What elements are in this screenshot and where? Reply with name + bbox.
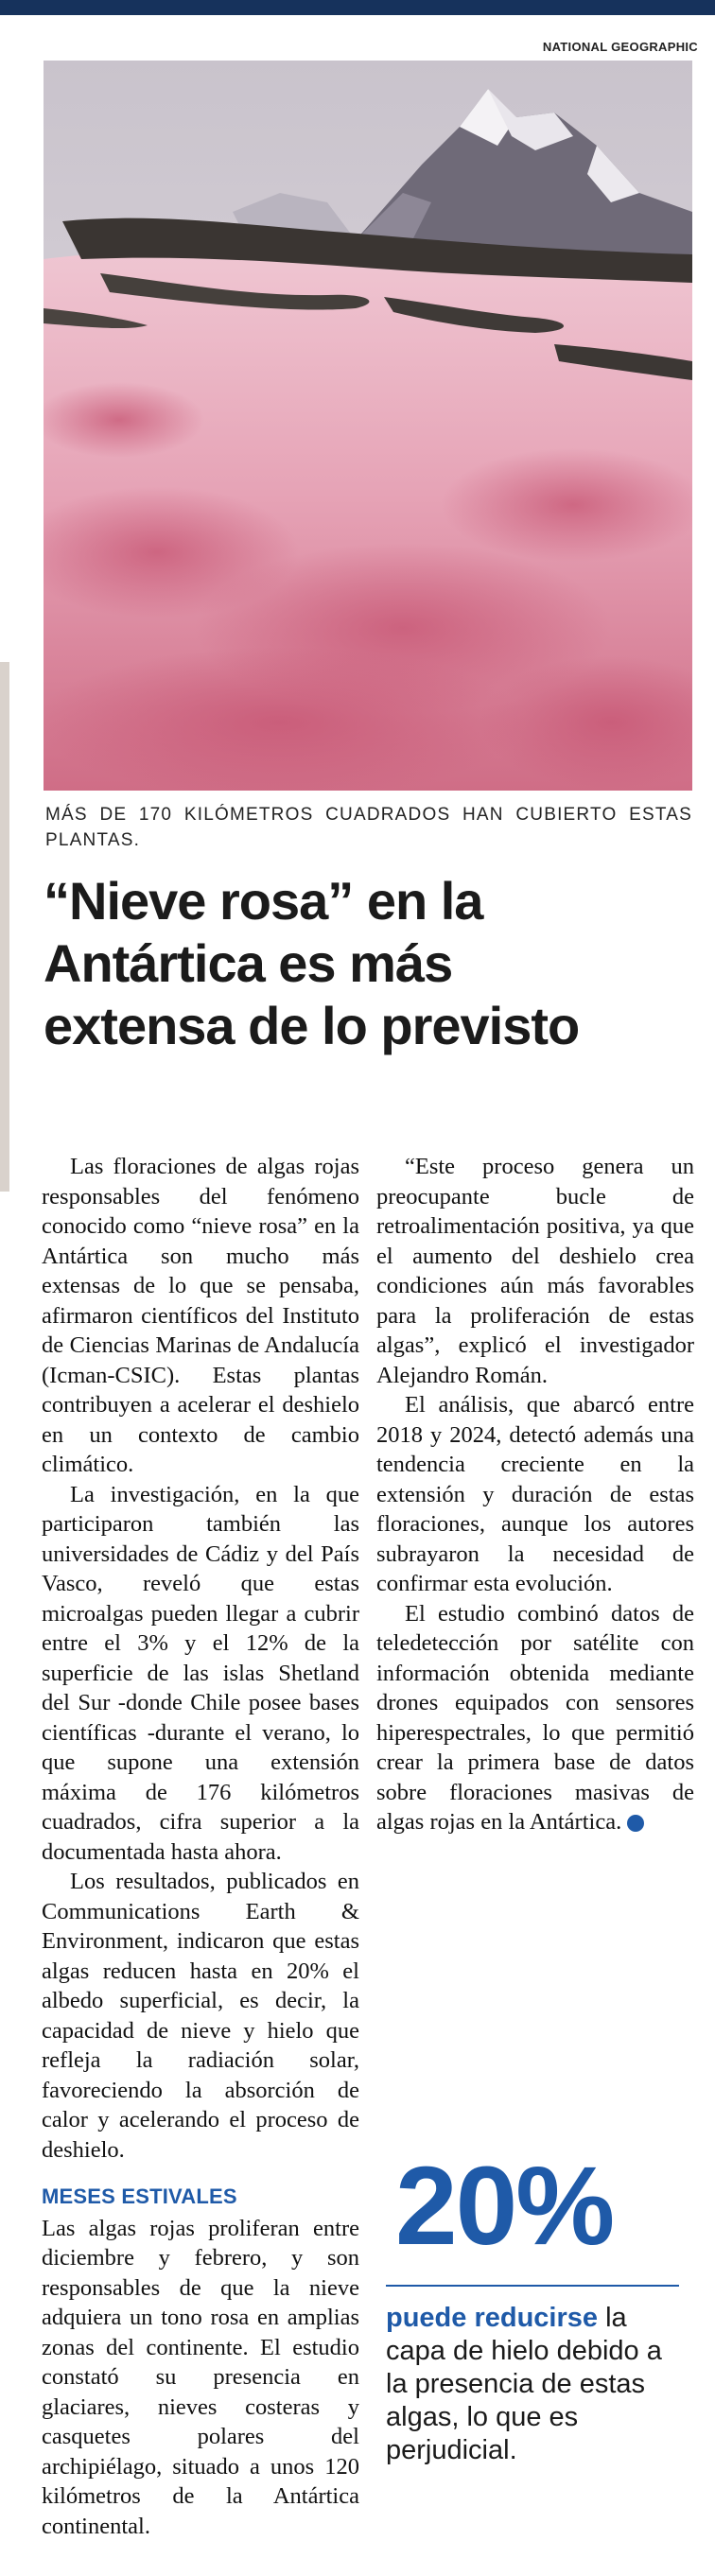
stat-divider (386, 2285, 679, 2287)
article-photo (44, 61, 692, 791)
top-color-bar (0, 0, 715, 15)
paragraph-2: La investigación, en la que participaron también las universidades de Cádiz y del País Vasco, reveló que estas microalgas pueden llegar a cubrir entre el 3% y el 12% de la superficie de las islas Shetland del Sur -donde Chile posee bases científicas -durante el verano, lo que supone una extensión máxima de 176 kilómetros cuadrados, cifra superior a la documentada hasta ahora. (42, 1481, 359, 1865)
headline-line-1: “Nieve rosa” en la (44, 871, 483, 931)
paragraph-7-text: El estudio combinó datos de teledetección por satélite con información obtenida mediante drones equipados con sensores hiperespectrales, lo que permitió crear la primera base de datos sobre floraciones masivas de algas rojas en la Antártica. (376, 1600, 694, 1835)
subheading: MESES ESTIVALES (42, 2184, 237, 2208)
adjacent-page-edge (0, 662, 9, 1192)
stat-lead: puede reducirse (386, 2303, 599, 2333)
paragraph-5: “Este proceso genera un preocupante bucle de retroalimentación positiva, ya que el aumento del deshielo crea condiciones aún más favorables para la proliferación de estas algas”, explicó el investigador Alejandro Román. (376, 1154, 694, 1388)
paragraph-6: El análisis, que abarcó entre 2018 y 2024, detectó además una tendencia creciente en la extensión y duración de estas floraciones, aunque los autores subrayaron la necesidad de confirmar esta evolución. (376, 1392, 694, 1596)
headline-line-2: Antártica es más (44, 933, 453, 993)
article-column-right (376, 1152, 694, 1837)
paragraph-7 (376, 1599, 694, 1837)
stat-callout (376, 2145, 690, 2561)
stat-description (386, 2302, 689, 2467)
paragraph-4: Las algas rojas proliferan entre diciembre y febrero, y son responsables de que la nieve adquiera un tono rosa en amplias zonas del continente. El estudio constató su presencia en glaciares, nieves costeras y casquetes polares del archipiélago, situado a unos 120 kilómetros de la Antártica continental. (42, 2215, 359, 2539)
paragraph-1: Las floraciones de algas rojas responsables del fenómeno conocido como “nieve rosa” en la Antártica son mucho más extensas de lo que se pensaba, afirmaron científicos del Instituto de Ciencias Marinas de Andalucía (Icman-CSIC). Estas plantas contribuyen a acelerar el deshielo en un contexto de cambio climático. (42, 1154, 359, 1477)
headline (44, 870, 696, 1057)
stat-number: 20% (395, 2144, 614, 2269)
stat-rest: la capa de hielo debido a la presencia de estas algas, lo que es perjudicial. (386, 2303, 662, 2465)
pink-snow-photo-illustration (44, 61, 692, 791)
headline-line-3: extensa de lo previsto (44, 996, 580, 1055)
end-of-article-icon: ✪ (627, 1815, 644, 1832)
article-column-left (42, 1152, 359, 2541)
paragraph-3: Los resultados, publicados en Communications Earth & Environment, indicaron que estas algas reducen hasta en 20% el albedo superficial, es decir, la capacidad de nieve y hielo que refleja la radiación solar, favoreciendo la absorción de calor y acelerando el proceso de deshielo. (42, 1869, 359, 2163)
photo-caption: MÁS DE 170 KILÓMETROS CUADRADOS HAN CUBIERTO ESTAS PLANTAS. (45, 805, 692, 850)
photo-credit: NATIONAL GEOGRAPHIC (542, 40, 698, 54)
